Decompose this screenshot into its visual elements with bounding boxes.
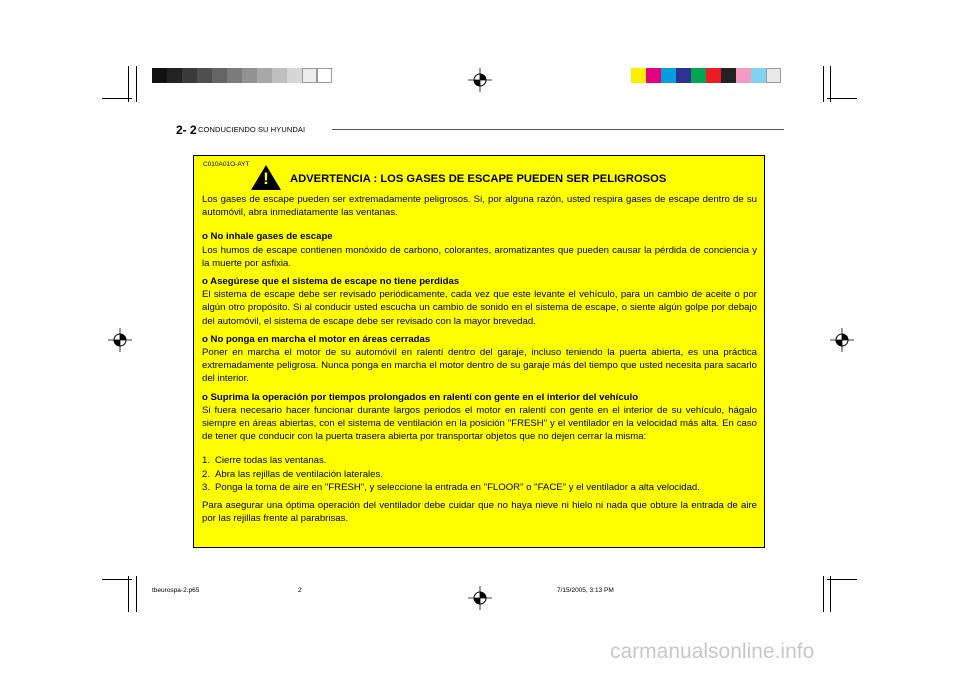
list-item: 1. Cierre todas las ventanas. [202,455,327,467]
steps-list [202,454,757,494]
color-swatch [302,68,317,83]
section-text: Poner en marcha el motor de su automóvil en ralentí dentro del garaje, incluso teniendo la puerta abierta, es una práctica extremadamente peligrosa. Nunca ponga en marcha el motor dentro de su garaje más del tiempo que usted necesita para sacarlo del interior. [202,347,757,385]
warning-intro: Los gases de escape pueden ser extremadamente peligrosos. Si, por alguna razón, usted respira gases de escape dentro de su automóvil, abra inmediatamente las ventanas. [202,194,757,219]
registration-target-icon [108,328,132,352]
footer-timestamp: 7/15/2005, 3:13 PM [557,587,614,594]
color-swatch [646,68,661,83]
closing-text: Para asegurar una óptima operación del ventilador debe cuidar que no haya nieve ni hielo ni nada que obture la entrada de aire por las rejillas frente al parabrisas. [202,500,757,525]
page-number: 2- 2 [176,123,197,137]
color-swatch [242,68,257,83]
section-text: Si fuera necesario hacer funcionar durante largos periodos el motor en ralentí con gente en el interior de su vehículo, hágalo siempre en áreas abiertas, con el sistema de ventilación en la posición "FRESH" y el ventilador en la velocidad más alta. En caso de tener que conducir con la puerta trasera abierta por transportar objetos que no dejen cerrar la misma: [202,404,757,443]
exclamation-icon: ! [263,169,269,188]
color-swatch [766,68,781,83]
color-swatch [197,68,212,83]
color-swatch [631,68,646,83]
registration-target-icon [830,328,854,352]
color-swatch [751,68,766,83]
section-heading: o Suprima la operación por tiempos prolongados en ralentí con gente en el interior del vehículo [202,391,639,403]
warning-code: C010A01O-AYT [203,161,250,168]
list-item: 2. Abra las rejillas de ventilación laterales. [202,468,383,480]
color-swatch [182,68,197,83]
watermark: carmanualsonline.info [610,640,815,663]
color-swatch [287,68,302,83]
color-swatch [227,68,242,83]
color-swatch [212,68,227,83]
section-text: El sistema de escape debe ser revisado periódicamente, cada vez que este levante el vehículo, para un cambio de aceite o por algún otro propósito. Si al conducir usted escucha un cambio de sonido en el sistema de escape, o siente algún golpe por debajo del automóvil, el sistema de escape debe ser revisado con la mayor brevedad. [202,289,757,327]
color-swatch [661,68,676,83]
color-swatch [317,68,332,83]
section-text: Los humos de escape contienen monóxido de carbono, colorantes, aromatizantes que pueden causar la pérdida de conciencia y la muerte por asfixia. [202,244,757,269]
color-swatch [706,68,721,83]
header-divider [332,129,784,130]
footer-page: 2 [298,587,302,594]
color-swatch [167,68,182,83]
color-swatch [257,68,272,83]
color-registration-bar [631,68,781,83]
color-swatch [676,68,691,83]
color-swatch [152,68,167,83]
registration-target-icon [468,68,492,92]
section-title: CONDUCIENDO SU HYUNDAI [198,125,306,134]
section-heading: o Asegúrese que el sistema de escape no tiene perdidas [202,276,460,288]
footer-filename: tbeurospa-2.p65 [152,587,200,594]
gray-registration-bar [152,68,332,83]
warning-box [193,155,765,548]
warning-body [202,193,757,525]
warning-title: ADVERTENCIA : LOS GASES DE ESCAPE PUEDEN SER PELIGROSOS [290,173,667,185]
color-swatch [736,68,751,83]
section-heading: o No ponga en marcha el motor en áreas cerradas [202,333,431,345]
section-heading: o No inhale gases de escape [202,231,333,243]
color-swatch [691,68,706,83]
color-swatch [272,68,287,83]
list-item: 3. Ponga la toma de aire en "FRESH", y seleccione la entrada en "FLOOR" o "FACE" y el ventilador a alta velocidad. [202,481,700,493]
color-swatch [721,68,736,83]
registration-target-icon [468,586,492,610]
